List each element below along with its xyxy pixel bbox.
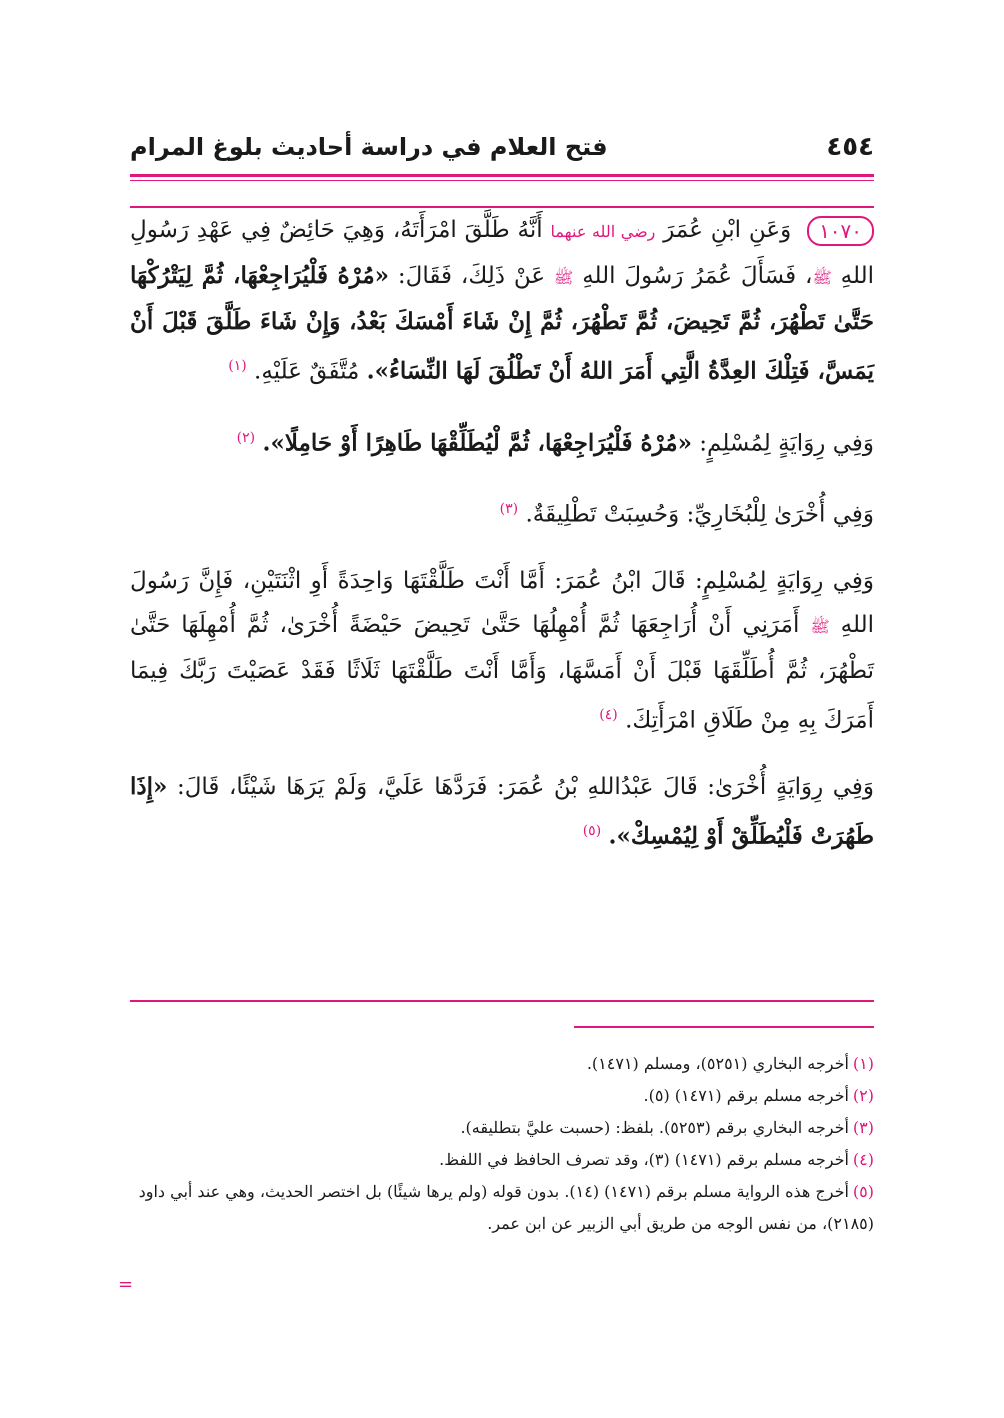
footnote-number: (٤) xyxy=(852,1150,874,1169)
footnote-number: (٢) xyxy=(852,1086,874,1105)
content-bottom-rule xyxy=(130,1000,874,1002)
footnote-text: أخرجه البخاري (٥٢٥١)، ومسلم (١٤٧١). xyxy=(586,1054,849,1073)
running-header xyxy=(130,122,874,172)
text-segment: وَفِي رِوَايَةٍ لِمُسْلِمٍ: قَالَ ابْنُ عُمَرَ: أَمَّا أَنْتَ طَلَّقْتَهَا وَاحِدَةً أَوِ اثْنَتَيْنِ، فَإِنَّ رَسُولَ اللهِ xyxy=(130,567,874,638)
continuation-mark: = xyxy=(118,1274,134,1295)
footnote-ref-2[interactable]: (٢) xyxy=(236,429,256,446)
text-segment: أَمَرَنِي أَنْ أُرَاجِعَهَا ثُمَّ أُمْهِلُهَا حَتَّىٰ تَحِيضَ حَيْضَةً أُخْرَىٰ، ثُمَّ أُمْهِلَهَا حَتَّىٰ تَطْهُرَ، ثُمَّ أُطَلِّقَهَا قَبْلَ أَنْ أَمَسَّهَا، وَأَمَّا أَنْتَ طَلَّقْتَهَا ثَلَاثًا فَقَدْ عَصَيْتَ رَبَّكَ فِيمَا أَمَرَكَ بِهِ مِنْ طَلَاقِ امْرَأَتِكَ. xyxy=(130,611,874,734)
footnote-text: أخرجه مسلم برقم (١٤٧١) (٣)، وقد تصرف الحافظ في اللفظ. xyxy=(439,1150,849,1169)
footnote-item xyxy=(130,1112,874,1144)
honorific: ﷺ xyxy=(553,268,574,287)
footnote-number: (٣) xyxy=(852,1118,874,1137)
text-segment: وَفِي رِوَايَةٍ لِمُسْلِمٍ: xyxy=(699,430,874,457)
footnote-text: أخرجه مسلم برقم (١٤٧١) (٥). xyxy=(643,1086,849,1105)
prophetic-quote: «إِذَا طَهُرَتْ فَلْيُطَلِّقْ أَوْ لِيُمْسِكْ». xyxy=(130,772,874,850)
footnote-ref-1[interactable]: (١) xyxy=(228,358,247,374)
footnote-separator xyxy=(574,1026,874,1028)
hadith-paragraph-main xyxy=(130,208,874,394)
page-number: ٤٥٤ xyxy=(826,132,874,162)
prophetic-quote: «مُرْهُ فَلْيُرَاجِعْهَا، ثُمَّ لْيُطَلِّقْهَا طَاهِرًا أَوْ حَامِلًا». xyxy=(262,429,692,457)
header-rule-thick xyxy=(130,174,874,177)
text-segment: مُتَّفَقٌ عَلَيْهِ. xyxy=(254,358,360,385)
footnote-text: أخرجه البخاري برقم (٥٢٥٣). بلفظ: (حسبت عليَّ بتطليقه). xyxy=(460,1118,849,1137)
footnote-ref-3[interactable]: (٣) xyxy=(499,501,519,518)
footnote-ref-5[interactable]: (٥) xyxy=(582,822,602,839)
hadith-number-badge: ١٠٧٠ xyxy=(807,216,874,246)
footnote-text: أخرج هذه الرواية مسلم برقم (١٤٧١) (١٤). بدون قوله (ولم يرها شيئًا) بل اختصر الحديث، وهي عند أبي داود (٢١٨٥)، من نفس الوجه من طريق أبي الزبير عن ابن عمر. xyxy=(138,1182,874,1233)
hadith-paragraph-muslim-2 xyxy=(130,559,874,743)
footnote-ref-4[interactable]: (٤) xyxy=(599,706,618,723)
text-segment: عَنْ ذَلِكَ، فَقَالَ: xyxy=(397,263,546,289)
hadith-paragraph-bukhari xyxy=(130,487,874,537)
footnote-item xyxy=(130,1176,874,1240)
text-segment: وَعَنِ ابْنِ عُمَرَ xyxy=(663,217,792,243)
text-segment: وَفِي أُخْرَىٰ لِلْبُخَارِيِّ: وَحُسِبَتْ تَطْلِيقَةٌ. xyxy=(525,501,874,528)
text-segment: وَفِي رِوَايَةٍ أُخْرَىٰ: قَالَ عَبْدُاللهِ بْنُ عُمَرَ: فَرَدَّهَا عَلَيَّ، وَلَمْ يَرَهَا شَيْئًا، قَالَ: xyxy=(176,773,874,800)
prophetic-quote: «مُرْهُ فَلْيُرَاجِعْهَا، ثُمَّ لِيَتْرُكْهَا حَتَّىٰ تَطْهُرَ، ثُمَّ تَحِيضَ، ثُمَّ تَطْهُرَ، ثُمَّ إِنْ شَاءَ أَمْسَكَ بَعْدُ، وَإِنْ شَاءَ طَلَّقَ قَبْلَ أَنْ يَمَسَّ، فَتِلْكَ العِدَّةُ الَّتِي أَمَرَ اللهُ أَنْ تَطْلُقَ لَهَا النِّسَاءُ». xyxy=(130,262,874,385)
honorific: ﷺ xyxy=(810,616,830,636)
hadith-paragraph-other xyxy=(130,765,874,859)
footnote-number: (١) xyxy=(852,1054,874,1073)
footnotes xyxy=(130,1048,874,1240)
header-rule-thin xyxy=(130,180,874,181)
honorific: ﷺ xyxy=(812,268,832,287)
hadith-body xyxy=(130,208,874,880)
footnote-item xyxy=(130,1144,874,1176)
text-segment: أَنَّهُ طَلَّقَ امْرَأَتَهُ، وَهِيَ حَائِضٌ فِي عَهْدِ رَسُولِ اللهِ xyxy=(130,217,874,289)
book-title: فتح العلام في دراسة أحاديث بلوغ المرام xyxy=(130,133,608,161)
hadith-paragraph-muslim xyxy=(130,416,874,466)
footnote-item xyxy=(130,1080,874,1112)
footnote-number: (٥) xyxy=(852,1182,874,1201)
footnote-item xyxy=(130,1048,874,1080)
text-segment: ، فَسَأَلَ عُمَرُ رَسُولَ اللهِ xyxy=(582,263,813,289)
honorific: رضي الله عنهما xyxy=(550,222,656,241)
